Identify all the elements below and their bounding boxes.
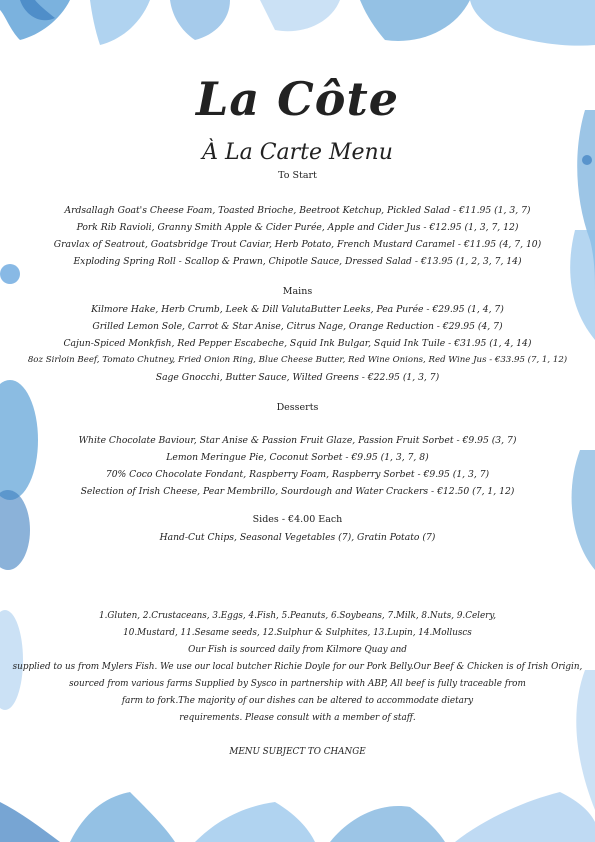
sourcing-note — [0, 642, 595, 727]
mains-section — [0, 286, 595, 297]
sides-section — [0, 514, 595, 546]
starters-list — [0, 202, 595, 270]
allergen-line: 1.Gluten, 2.Crustaceans, 3.Eggs, 4.Fish, 5.Peanuts, 6.Soybeans, 7.Milk, 8.Nuts, 9.Celery, — [99, 611, 496, 621]
allergen-line: 10.Mustard, 11.Sesame seeds, 12.Sulphur & Sulphites, 13.Lupin, 14.Molluscs — [123, 628, 472, 638]
sourcing-line: requirements. Please consult with a member of staff. — [179, 713, 416, 723]
watercolor-decoration-top — [0, 0, 595, 50]
menu-item: Exploding Spring Roll - Scallop & Prawn, Chipotle Sauce, Dressed Salad - €13.95 (1, 2, 3, 7, 14) — [73, 256, 522, 267]
menu-item: Pork Rib Ravioli, Granny Smith Apple & Cider Purée, Apple and Cider Jus - €12.95 (1, 3, 7, 12) — [76, 222, 519, 233]
desserts-list — [0, 432, 595, 500]
desserts-heading: Desserts — [276, 402, 319, 413]
menu-item: 70% Coco Chocolate Fondant, Raspberry Foam, Raspberry Sorbet - €9.95 (1, 3, 7) — [105, 469, 490, 480]
menu-item: Lemon Meringue Pie, Coconut Sorbet - €9.95 (1, 3, 7, 8) — [166, 452, 429, 463]
sides-heading: Sides - €4.00 Each — [252, 514, 343, 525]
desserts-section — [0, 402, 595, 413]
menu-item: White Chocolate Baviour, Star Anise & Passion Fruit Glaze, Passion Fruit Sorbet - €9.95 (3, 7) — [78, 435, 517, 446]
allergen-key — [0, 608, 595, 642]
mains-heading: Mains — [282, 286, 313, 297]
menu-item: Kilmore Hake, Herb Crumb, Leek & Dill ValutaButter Leeks, Pea Purée - €29.95 (1, 4, 7) — [91, 304, 504, 315]
starters-heading: To Start — [278, 170, 317, 181]
menu-item: Ardsallagh Goat's Cheese Foam, Toasted Brioche, Beetroot Ketchup, Pickled Salad - €11.95 (1, 3, 7) — [64, 205, 531, 216]
menu-item: Gravlax of Seatrout, Goatsbridge Trout Caviar, Herb Potato, French Mustard Caramel - €11.95 (4, 7, 10) — [53, 239, 542, 250]
starters-section — [0, 170, 595, 181]
menu-item: 8oz Sirloin Beef, Tomato Chutney, Fried Onion Ring, Blue Cheese Butter, Red Wine Onions, Red Wine Jus - €33.95 (7, 1, 12) — [27, 355, 568, 365]
menu-item: Sage Gnocchi, Butter Sauce, Wilted Greens - €22.95 (1, 3, 7) — [155, 372, 440, 383]
sourcing-line: supplied to us from Mylers Fish. We use our local butcher Richie Doyle for our Pork Belly.Our Beef & Chicken is of Irish Origin, — [12, 662, 583, 672]
menu-subject-to-change: MENU SUBJECT TO CHANGE — [229, 747, 366, 757]
menu-title: À La Carte Menu — [202, 140, 393, 165]
watercolor-decoration-bottom — [0, 782, 595, 842]
menu-item: Grilled Lemon Sole, Carrot & Star Anise, Citrus Nage, Orange Reduction - €29.95 (4, 7) — [92, 321, 503, 332]
menu-item: Selection of Irish Cheese, Pear Membrillo, Sourdough and Water Crackers - €12.50 (7, 1, 12) — [80, 486, 515, 497]
sourcing-line: sourced from various farms Supplied by Sysco in partnership with ABP, All beef is fully traceable from — [69, 679, 526, 689]
sourcing-line: Our Fish is sourced daily from Kilmore Quay and — [188, 645, 407, 655]
mains-list — [0, 301, 595, 386]
menu-item: Cajun-Spiced Monkfish, Red Pepper Escabeche, Squid Ink Bulgar, Squid Ink Tuile - €31.95 (1, 4, 14) — [63, 338, 532, 349]
restaurant-logo: La Côte — [196, 72, 399, 126]
menu-item: Hand-Cut Chips, Seasonal Vegetables (7), Gratin Potato (7) — [159, 532, 436, 543]
sourcing-line: farm to fork.The majority of our dishes can be altered to accommodate dietary — [121, 696, 474, 706]
footer-notice — [0, 744, 595, 761]
